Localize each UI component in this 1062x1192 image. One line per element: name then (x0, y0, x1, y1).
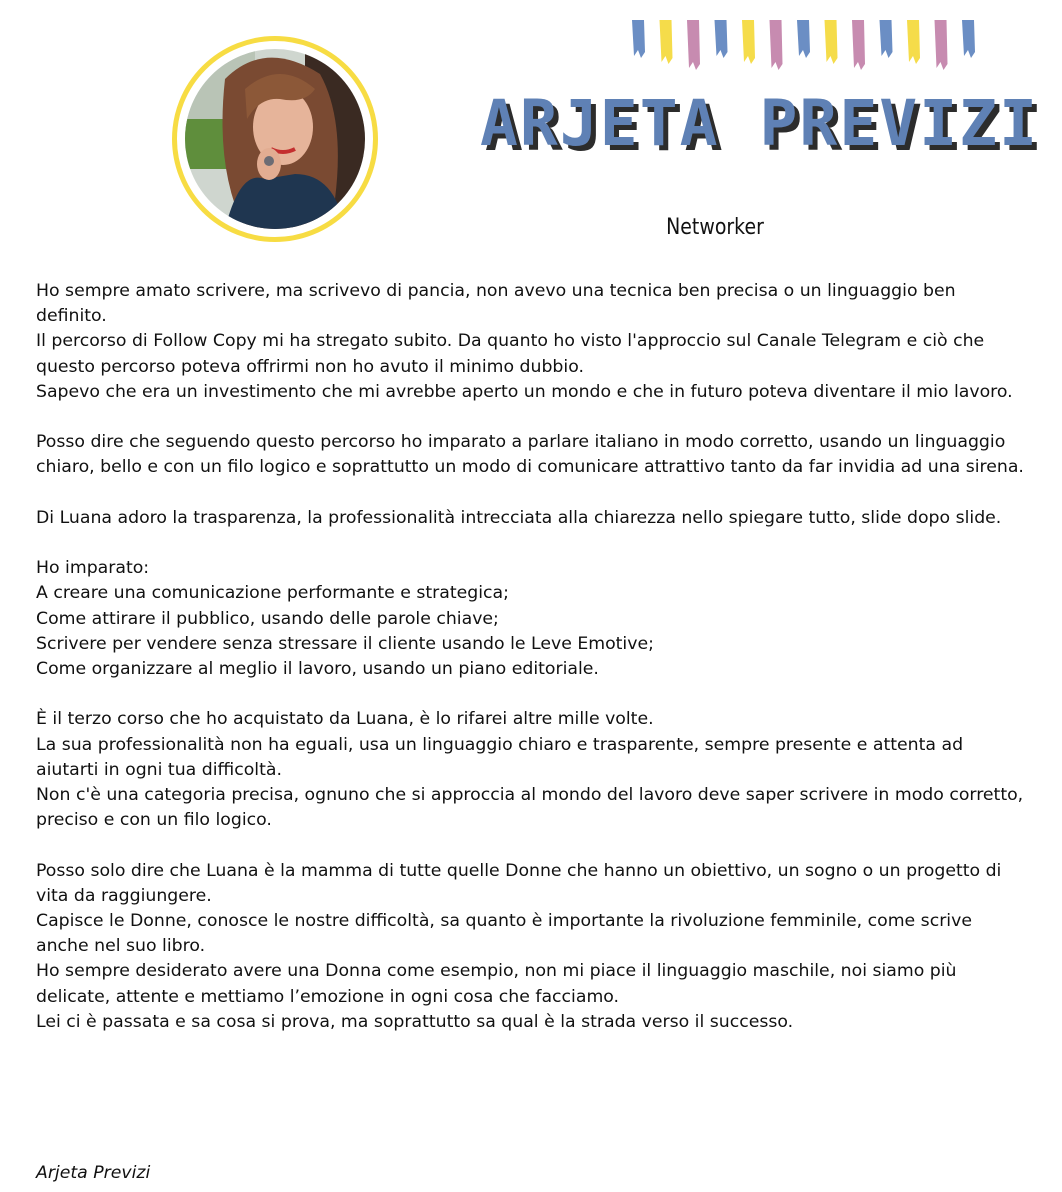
text-line: Posso dire che seguendo questo percorso ho imparato a parlare italiano in modo corretto, usando un linguaggio chiaro, bello e con un filo logico e soprattutto un modo di comunicare attrattivo tanto da far invidia ad una sirena. (36, 432, 1024, 478)
text-line: È il terzo corso che ho acquistato da Luana, è lo rifarei altre mille volte. (36, 709, 654, 730)
bunting-flag (907, 20, 920, 64)
text-line: Ho imparato: (36, 558, 150, 579)
bunting-flag (880, 20, 893, 58)
text-line: Come organizzare al meglio il lavoro, usando un piano editoriale. (36, 659, 599, 679)
paragraph (36, 859, 1028, 1035)
page-title: ARJETA PREVIZI (480, 87, 1040, 160)
bunting-flag (962, 20, 975, 58)
text-line: Sapevo che era un investimento che mi avrebbe aperto un mondo e che in futuro poteva diventare il mio lavoro. (36, 381, 1013, 402)
text-line: A creare una comunicazione performante e strategica; (36, 583, 509, 604)
bunting-flag (935, 20, 948, 70)
bunting-flag (742, 20, 755, 64)
paragraph (36, 556, 1028, 682)
text-line: Ho sempre amato scrivere, ma scrivevo di pancia, non avevo una tecnica ben precisa o un linguaggio ben definito. (36, 281, 956, 327)
bunting-flag (687, 20, 700, 70)
signature: Arjeta Previzi (36, 1163, 151, 1183)
avatar-photo-icon (185, 49, 365, 229)
bunting-flag (715, 20, 728, 58)
text-line: Posso solo dire che Luana è la mamma di tutte quelle Donne che hanno un obiettivo, un sogno o un progetto di vita da raggiungere. (36, 860, 1002, 906)
subtitle-role: Networker (666, 215, 764, 240)
text-line: La sua professionalità non ha eguali, usa un linguaggio chiaro e trasparente, sempre presente e attenta ad aiutarti in ogni tua difficoltà. (36, 734, 964, 780)
testimonial-body (36, 279, 1028, 1060)
bunting-flag (632, 20, 645, 58)
paragraph (36, 430, 1028, 480)
text-line: Come attirare il pubblico, usando delle parole chiave; (36, 608, 499, 629)
bunting-flag (770, 20, 783, 70)
bunting-flag (825, 20, 838, 64)
avatar (185, 49, 365, 229)
text-line: Scrivere per vendere senza stressare il cliente usando le Leve Emotive; (36, 633, 654, 654)
text-line: Di Luana adoro la trasparenza, la professionalità intrecciata alla chiarezza nello spiegare tutto, slide dopo slide. (36, 507, 1002, 528)
bunting-flag (797, 20, 810, 58)
text-line: Capisce le Donne, conosce le nostre difficoltà, sa quanto è importante la rivoluzione femminile, come scrive anche nel suo libro. (36, 911, 972, 957)
flag-bunting-icon (628, 18, 988, 74)
bunting-flag (660, 20, 673, 64)
page-header (0, 0, 1062, 270)
text-line: Non c'è una categoria precisa, ognuno che si approccia al mondo del lavoro deve saper scrivere in modo corretto, preciso e con un filo logico. (36, 785, 1024, 831)
paragraph (36, 279, 1028, 405)
avatar-frame (172, 36, 378, 242)
text-line: Ho sempre desiderato avere una Donna come esempio, non mi piace il linguaggio maschile, noi siamo più delicate, attente e mettiamo l’emozione in ogni cosa che facciamo. (36, 961, 957, 1007)
paragraph (36, 506, 1028, 531)
paragraph (36, 707, 1028, 833)
text-line: Il percorso di Follow Copy mi ha stregato subito. Da quanto ho visto l'approccio sul Canale Telegram e ciò che questo percorso poteva offrirmi non ho avuto il minimo dubbio. (36, 331, 985, 377)
bunting-flag (852, 20, 865, 70)
text-line: Lei ci è passata e sa cosa si prova, ma soprattutto sa qual è la strada verso il successo. (36, 1011, 794, 1032)
